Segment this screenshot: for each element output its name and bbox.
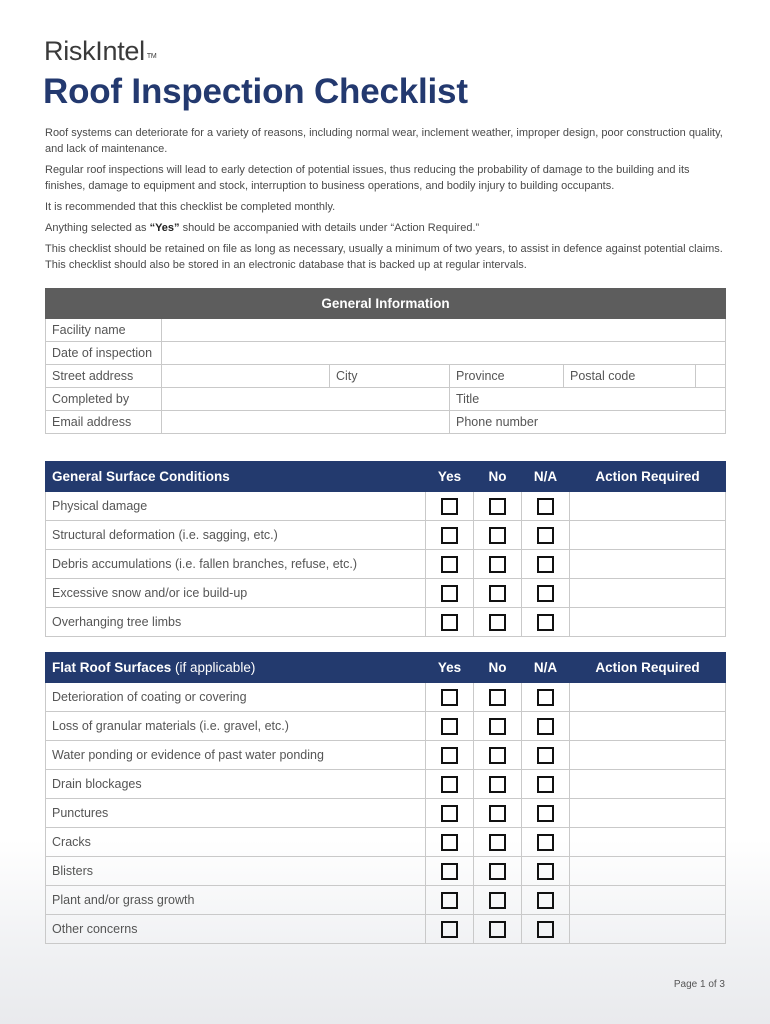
no-cell — [474, 492, 522, 521]
na-checkbox[interactable] — [537, 863, 554, 880]
general-surface-conditions-header: General Surface Conditions — [46, 462, 426, 492]
yes-checkbox[interactable] — [441, 921, 458, 938]
yes-checkbox[interactable] — [441, 689, 458, 706]
yes-cell — [426, 712, 474, 741]
na-column-header: N/A — [522, 653, 570, 683]
street-address-label: Street address — [46, 365, 162, 388]
checklist-item-label: Excessive snow and/or ice build-up — [46, 579, 426, 608]
action-required-field[interactable] — [570, 770, 726, 799]
checklist-row — [46, 521, 726, 550]
yes-cell — [426, 550, 474, 579]
yes-cell — [426, 799, 474, 828]
title-label: Title — [456, 392, 480, 406]
completed-by-field[interactable] — [162, 388, 450, 411]
action-required-field[interactable] — [570, 857, 726, 886]
yes-checkbox[interactable] — [441, 863, 458, 880]
na-checkbox[interactable] — [537, 689, 554, 706]
na-cell — [522, 741, 570, 770]
no-cell — [474, 741, 522, 770]
no-checkbox[interactable] — [489, 892, 506, 909]
no-checkbox[interactable] — [489, 776, 506, 793]
intro-paragraph-1: Roof systems can deteriorate for a variety of reasons, including normal wear, inclement weather, improper design, poor construction quality, and lack of maintenance. — [45, 127, 723, 155]
checklist-item-label: Loss of granular materials (i.e. gravel, etc.) — [46, 712, 426, 741]
na-cell — [522, 712, 570, 741]
yes-checkbox[interactable] — [441, 892, 458, 909]
intro-p4-before: Anything selected as — [45, 222, 150, 234]
postal-code-cell[interactable] — [564, 365, 696, 388]
action-required-field[interactable] — [570, 521, 726, 550]
yes-column-header: Yes — [426, 653, 474, 683]
yes-checkbox[interactable] — [441, 527, 458, 544]
no-cell — [474, 799, 522, 828]
email-address-label: Email address — [46, 411, 162, 434]
action-required-field[interactable] — [570, 886, 726, 915]
action-required-column-header: Action Required — [570, 462, 726, 492]
no-checkbox[interactable] — [489, 498, 506, 515]
page-title: Roof Inspection Checklist — [43, 72, 468, 111]
na-cell — [522, 492, 570, 521]
no-checkbox[interactable] — [489, 921, 506, 938]
no-column-header: No — [474, 653, 522, 683]
yes-cell — [426, 521, 474, 550]
no-checkbox[interactable] — [489, 747, 506, 764]
no-cell — [474, 886, 522, 915]
city-label: City — [336, 369, 358, 383]
no-checkbox[interactable] — [489, 689, 506, 706]
checklist-row — [46, 828, 726, 857]
yes-column-header: Yes — [426, 462, 474, 492]
checklist-item-label: Deterioration of coating or covering — [46, 683, 426, 712]
checklist-item-label: Overhanging tree limbs — [46, 608, 426, 637]
intro-p4-after: should be accompanied with details under “Action Required.” — [179, 222, 480, 234]
flat-roof-surfaces-title: Flat Roof Surfaces — [52, 660, 172, 675]
no-cell — [474, 857, 522, 886]
flat-roof-surfaces-subtitle: (if applicable) — [171, 660, 256, 675]
na-checkbox[interactable] — [537, 498, 554, 515]
checklist-item-label: Debris accumulations (i.e. fallen branches, refuse, etc.) — [46, 550, 426, 579]
action-required-column-header: Action Required — [570, 653, 726, 683]
action-required-field[interactable] — [570, 550, 726, 579]
checklist-row — [46, 683, 726, 712]
na-checkbox[interactable] — [537, 718, 554, 735]
no-cell — [474, 712, 522, 741]
province-cell[interactable] — [450, 365, 564, 388]
na-checkbox[interactable] — [537, 527, 554, 544]
general-information-table — [45, 288, 726, 434]
yes-cell — [426, 492, 474, 521]
checklist-row — [46, 915, 726, 944]
yes-cell — [426, 915, 474, 944]
checklist-row — [46, 857, 726, 886]
brand-logo — [44, 36, 156, 67]
na-cell — [522, 915, 570, 944]
na-column-header: N/A — [522, 462, 570, 492]
checklist-item-label: Other concerns — [46, 915, 426, 944]
completed-by-label: Completed by — [46, 388, 162, 411]
street-address-field[interactable] — [162, 365, 330, 388]
yes-checkbox[interactable] — [441, 805, 458, 822]
no-cell — [474, 683, 522, 712]
yes-cell — [426, 886, 474, 915]
flat-roof-surfaces-header — [46, 653, 426, 683]
yes-cell — [426, 579, 474, 608]
general-surface-conditions-table — [45, 461, 726, 637]
no-checkbox[interactable] — [489, 556, 506, 573]
action-required-field[interactable] — [570, 579, 726, 608]
checklist-row — [46, 799, 726, 828]
checklist-item-label: Physical damage — [46, 492, 426, 521]
intro-paragraph-4 — [45, 220, 730, 236]
na-checkbox[interactable] — [537, 614, 554, 631]
no-cell — [474, 521, 522, 550]
no-cell — [474, 608, 522, 637]
yes-cell — [426, 608, 474, 637]
checklist-row — [46, 770, 726, 799]
no-cell — [474, 579, 522, 608]
action-required-field[interactable] — [570, 915, 726, 944]
date-of-inspection-field[interactable] — [162, 342, 726, 365]
facility-name-field[interactable] — [162, 319, 726, 342]
brand-name: RiskIntel — [44, 36, 145, 66]
yes-checkbox[interactable] — [441, 747, 458, 764]
yes-checkbox[interactable] — [441, 614, 458, 631]
no-checkbox[interactable] — [489, 863, 506, 880]
checklist-item-label: Blisters — [46, 857, 426, 886]
checklist-row — [46, 579, 726, 608]
na-checkbox[interactable] — [537, 747, 554, 764]
yes-cell — [426, 770, 474, 799]
province-label: Province — [456, 369, 505, 383]
checklist-row — [46, 550, 726, 579]
no-checkbox[interactable] — [489, 834, 506, 851]
checklist-item-label: Drain blockages — [46, 770, 426, 799]
postal-code-label: Postal code — [570, 369, 636, 383]
na-checkbox[interactable] — [537, 834, 554, 851]
phone-number-cell[interactable] — [450, 411, 726, 434]
na-cell — [522, 828, 570, 857]
no-cell — [474, 915, 522, 944]
na-cell — [522, 799, 570, 828]
na-checkbox[interactable] — [537, 892, 554, 909]
checklist-row — [46, 492, 726, 521]
yes-checkbox[interactable] — [441, 834, 458, 851]
no-cell — [474, 828, 522, 857]
page-number: Page 1 of 3 — [673, 979, 725, 990]
na-cell — [522, 770, 570, 799]
checklist-row — [46, 741, 726, 770]
na-checkbox[interactable] — [537, 921, 554, 938]
yes-cell — [426, 828, 474, 857]
intro-paragraph-2: Regular roof inspections will lead to early detection of potential issues, thus reducing the probability of damage to the building and its finishes, damage to equipment and stock, interruption to business operations, and bodily injury to building occupants. — [45, 164, 690, 192]
no-cell — [474, 770, 522, 799]
yes-checkbox[interactable] — [441, 718, 458, 735]
phone-number-label: Phone number — [456, 415, 539, 429]
na-cell — [522, 521, 570, 550]
intro-paragraph-3: It is recommended that this checklist be completed monthly. — [45, 201, 336, 213]
no-checkbox[interactable] — [489, 718, 506, 735]
na-checkbox[interactable] — [537, 585, 554, 602]
checklist-item-label: Cracks — [46, 828, 426, 857]
yes-cell — [426, 683, 474, 712]
no-checkbox[interactable] — [489, 585, 506, 602]
na-checkbox[interactable] — [537, 776, 554, 793]
action-required-field[interactable] — [570, 608, 726, 637]
action-required-field[interactable] — [570, 492, 726, 521]
trademark-mark: TM — [146, 53, 157, 60]
action-required-field[interactable] — [570, 712, 726, 741]
no-column-header: No — [474, 462, 522, 492]
yes-checkbox[interactable] — [441, 498, 458, 515]
facility-name-label: Facility name — [46, 319, 162, 342]
na-cell — [522, 886, 570, 915]
title-cell[interactable] — [450, 388, 726, 411]
yes-cell — [426, 741, 474, 770]
intro-text — [45, 125, 730, 278]
na-cell — [522, 608, 570, 637]
yes-checkbox[interactable] — [441, 585, 458, 602]
date-of-inspection-label: Date of inspection — [46, 342, 162, 365]
no-checkbox[interactable] — [489, 805, 506, 822]
general-information-header: General Information — [46, 289, 726, 319]
no-cell — [474, 550, 522, 579]
yes-cell — [426, 857, 474, 886]
na-cell — [522, 683, 570, 712]
checklist-item-label: Punctures — [46, 799, 426, 828]
yes-checkbox[interactable] — [441, 556, 458, 573]
action-required-field[interactable] — [570, 741, 726, 770]
na-cell — [522, 579, 570, 608]
na-cell — [522, 550, 570, 579]
checklist-row — [46, 608, 726, 637]
action-required-field[interactable] — [570, 683, 726, 712]
checklist-item-label: Plant and/or grass growth — [46, 886, 426, 915]
no-checkbox[interactable] — [489, 614, 506, 631]
postal-code-field[interactable] — [696, 365, 726, 388]
checklist-row — [46, 886, 726, 915]
yes-checkbox[interactable] — [441, 776, 458, 793]
checklist-row — [46, 712, 726, 741]
email-address-field[interactable] — [162, 411, 450, 434]
intro-p4-yes: “Yes” — [149, 222, 180, 234]
intro-paragraph-5: This checklist should be retained on file as long as necessary, usually a minimum of two years, to assist in defence against potential claims. This checklist should also be stored in an electronic database that is backed up at regular intervals. — [45, 243, 723, 271]
checklist-item-label: Structural deformation (i.e. sagging, etc.) — [46, 521, 426, 550]
action-required-field[interactable] — [570, 828, 726, 857]
action-required-field[interactable] — [570, 799, 726, 828]
flat-roof-surfaces-table — [45, 652, 726, 944]
checklist-item-label: Water ponding or evidence of past water ponding — [46, 741, 426, 770]
na-checkbox[interactable] — [537, 805, 554, 822]
na-checkbox[interactable] — [537, 556, 554, 573]
na-cell — [522, 857, 570, 886]
city-cell[interactable] — [330, 365, 450, 388]
no-checkbox[interactable] — [489, 527, 506, 544]
